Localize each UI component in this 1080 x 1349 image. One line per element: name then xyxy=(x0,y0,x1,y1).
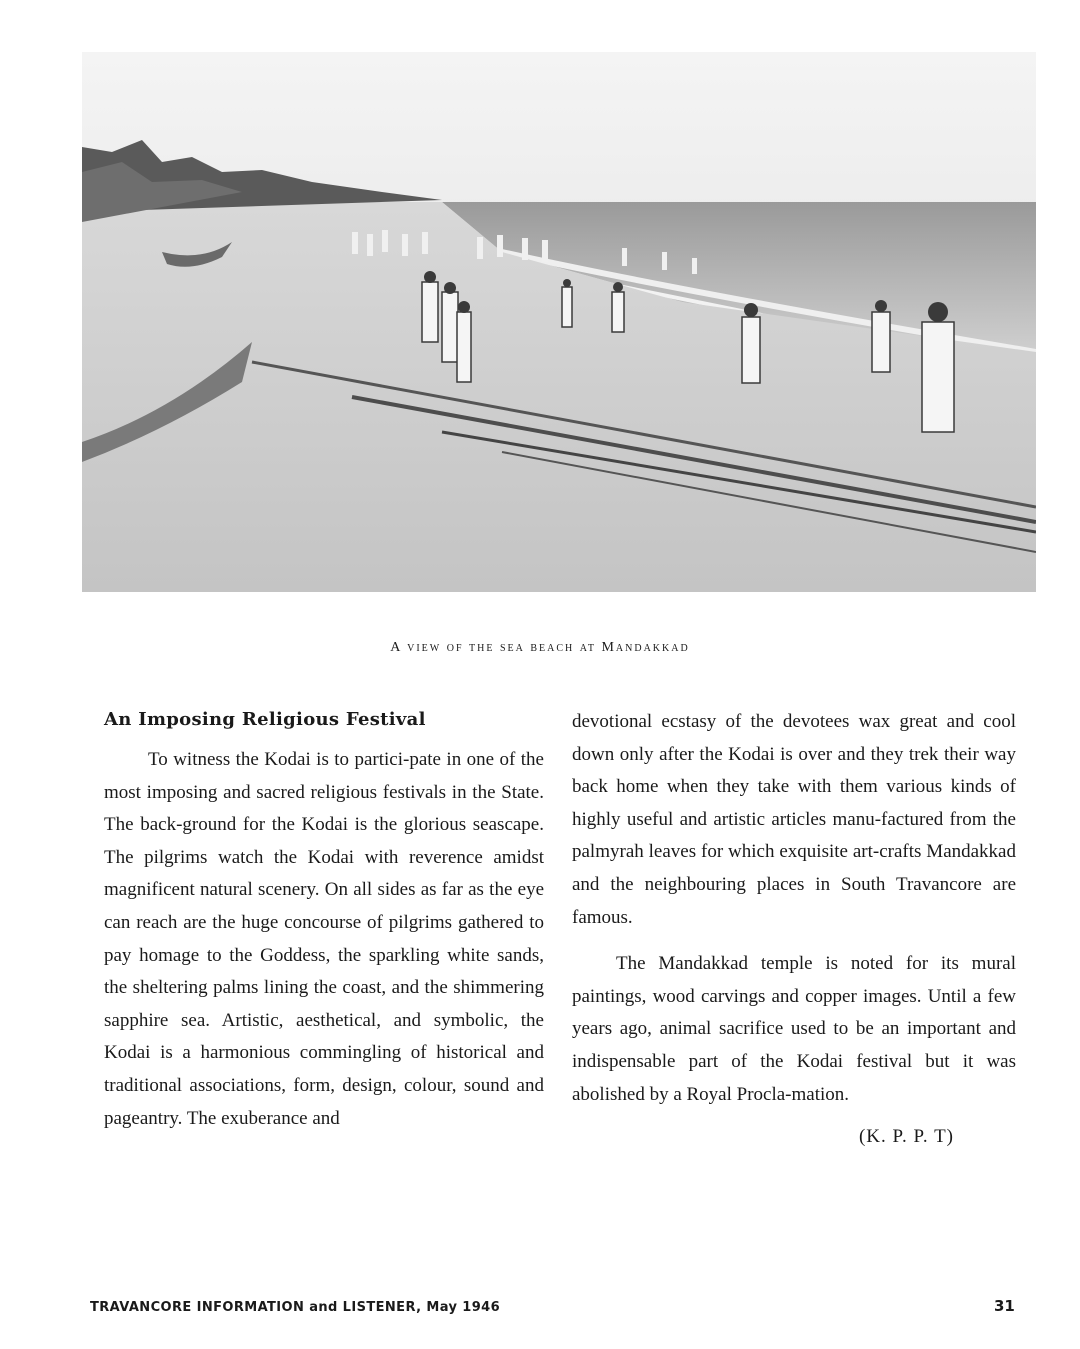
beach-photo xyxy=(82,52,1036,592)
right-paragraph-2: The Mandakkad temple is noted for its mural paintings, wood carvings and copper images. Until a few years ago, animal sacrifice used to be an important and indispensable part of the Kodai festival but it was abolished by a Royal Procla-mation. xyxy=(572,953,1016,1105)
article-heading: An Imposing Religious Festival xyxy=(104,709,426,730)
beach-photo-graphic xyxy=(82,52,1036,592)
right-paragraph-1: devotional ecstasy of the devotees wax great and cool down only after the Kodai is over and they trek their way back home when they take with them various kinds of highly useful and artistic articles manu-factured from the palmyrah leaves for which exquisite art-crafts Mandakkad and the neighbouring places in South Travancore are famous. xyxy=(572,711,1016,928)
article-left-column xyxy=(104,706,544,1135)
article-right-column xyxy=(572,706,1016,1154)
page-number: 31 xyxy=(994,1297,1015,1315)
author-signature: (K. P. P. T) xyxy=(858,1126,954,1148)
photo-caption: A view of the sea beach at Mandakkad xyxy=(390,640,690,655)
left-paragraph: To witness the Kodai is to partici-pate in one of the most imposing and sacred religious festivals in the State. The back-ground for the Kodai is the glorious seascape. The pilgrims watch the Kodai with reverence amidst magnificent natural scenery. On all sides as far as the eye can reach are the huge concourse of pilgrims gathered to pay homage to the Goddess, the sparkling white sands, the sheltering palms lining the coast, and the shimmering sapphire sea. Artistic, aesthetical, and symbolic, the Kodai is a harmonious commingling of historical and traditional associations, form, design, colour, sound and pageantry. The exuberance and xyxy=(104,749,544,1129)
publication-footer: TRAVANCORE INFORMATION and LISTENER, May 1946 xyxy=(90,1300,501,1315)
